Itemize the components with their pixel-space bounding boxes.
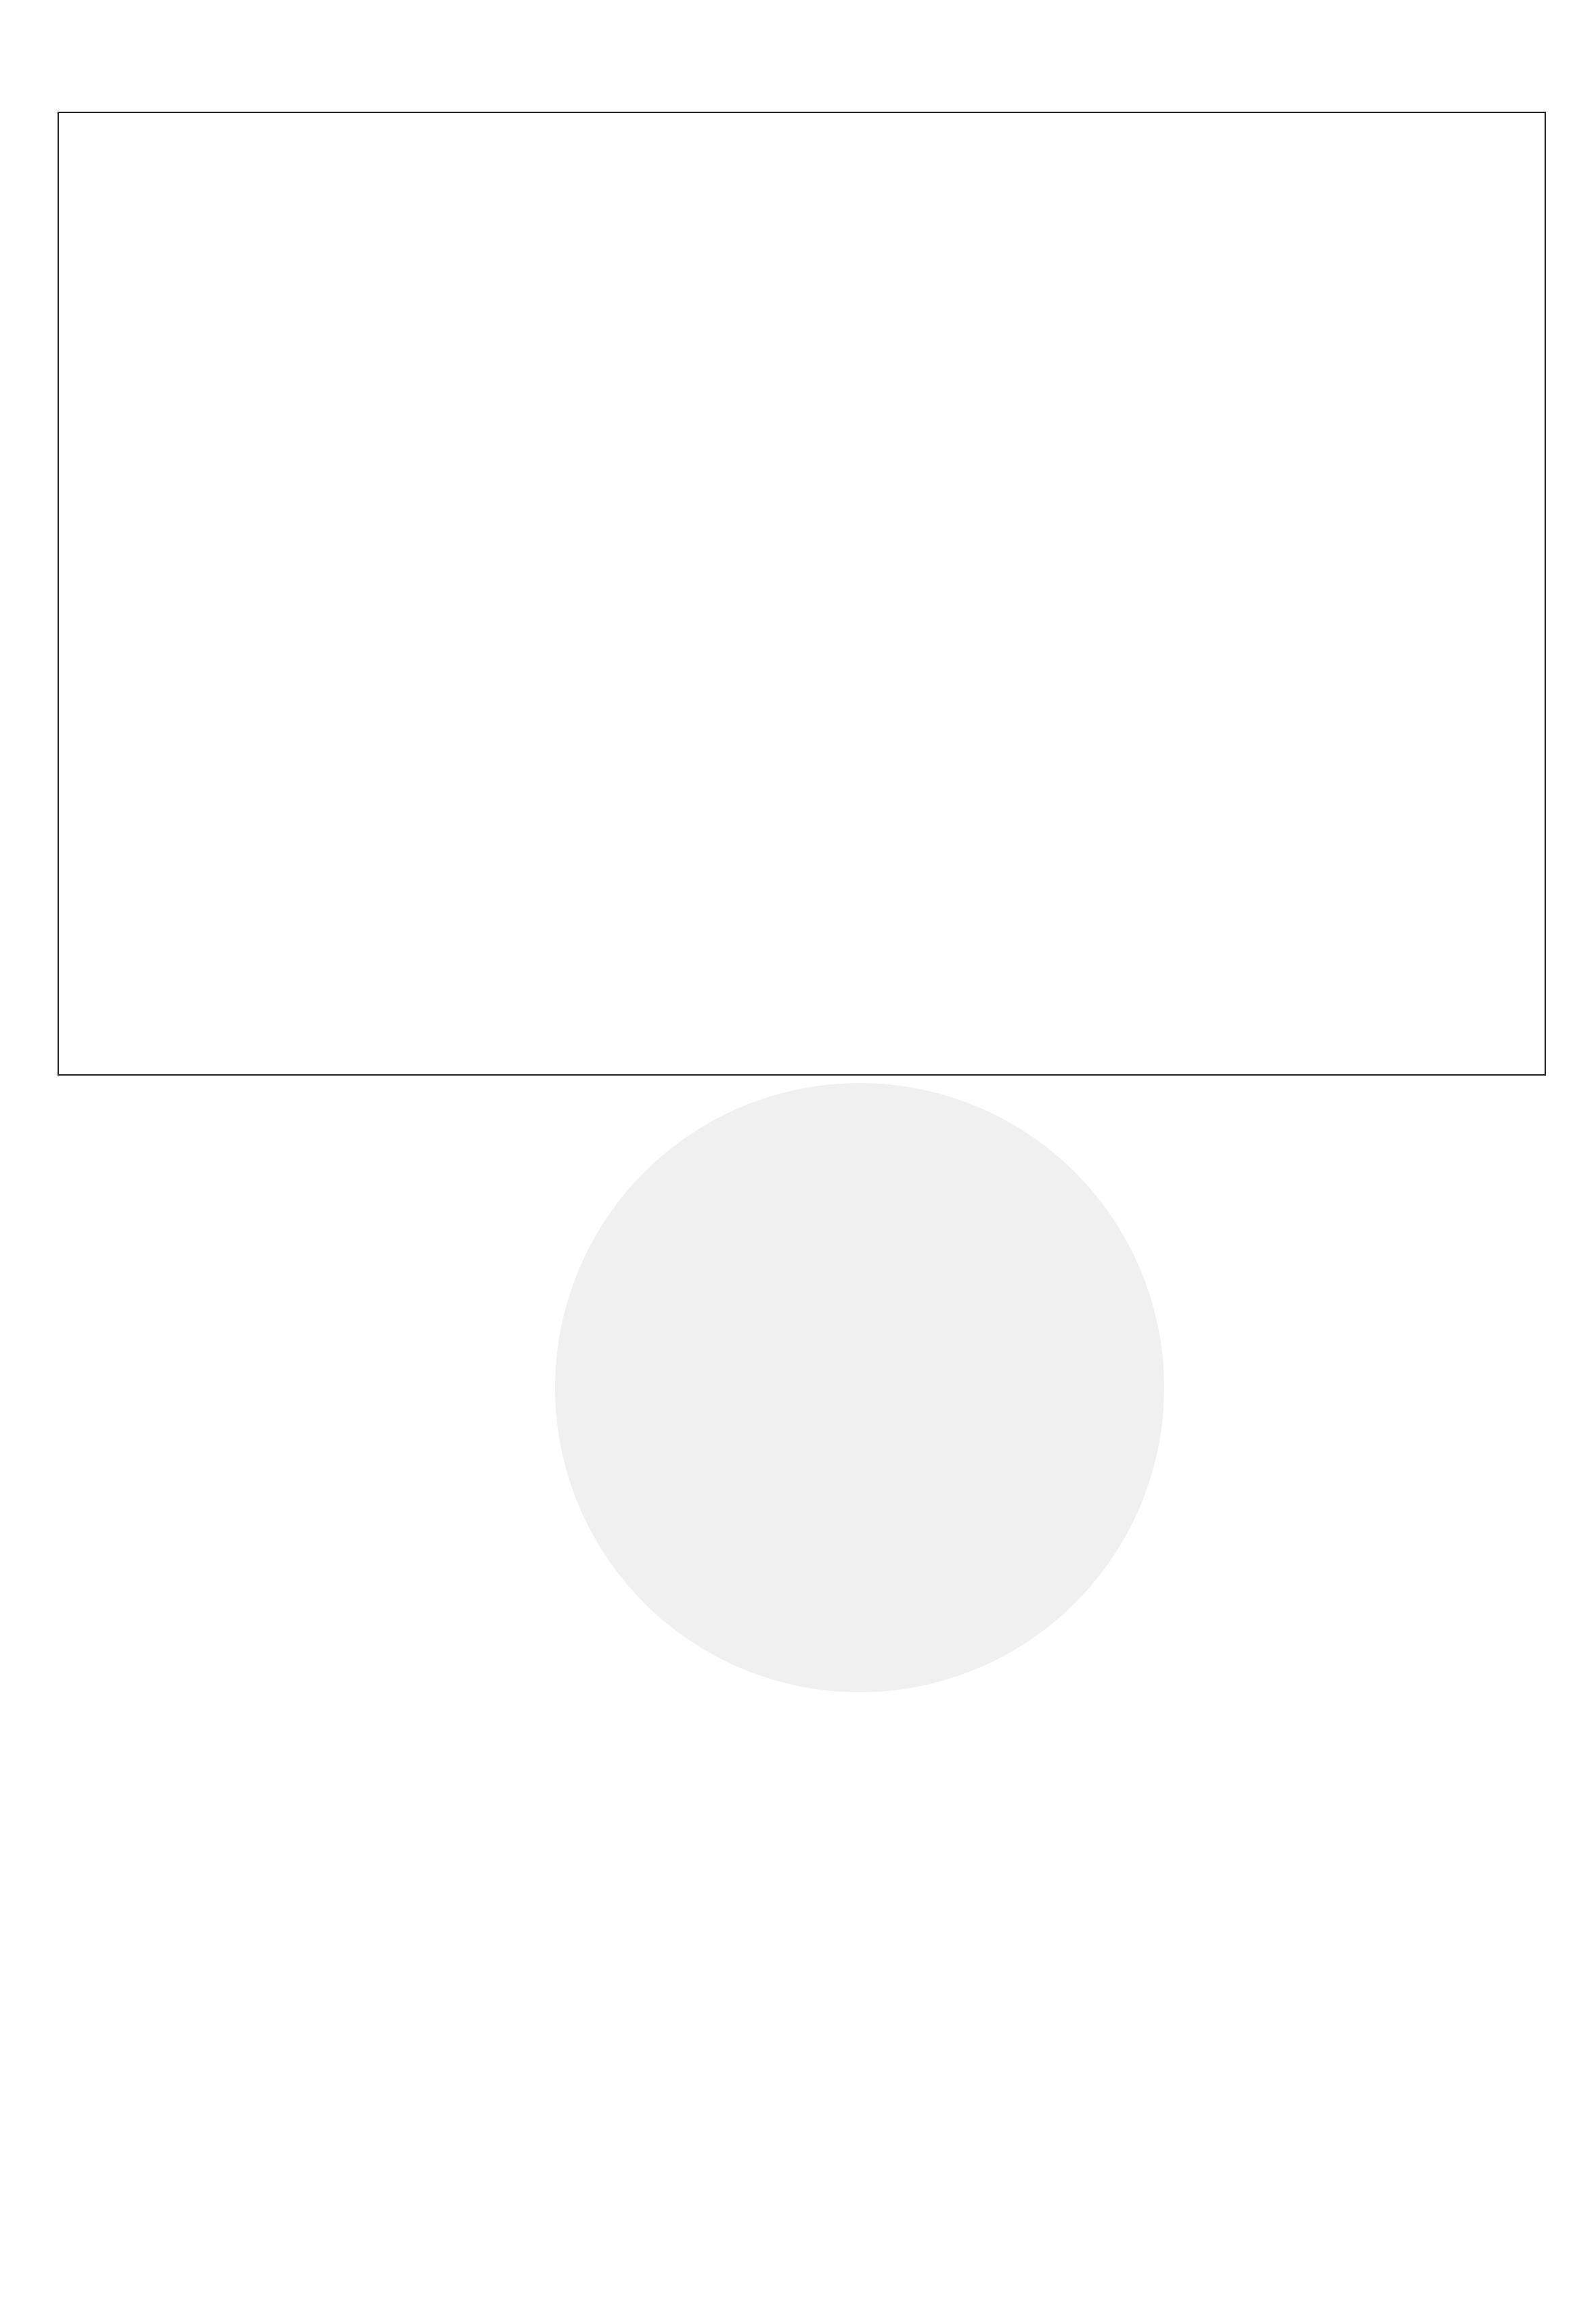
bottom-section [58,1195,1543,2230]
top-depots [58,112,1546,1076]
